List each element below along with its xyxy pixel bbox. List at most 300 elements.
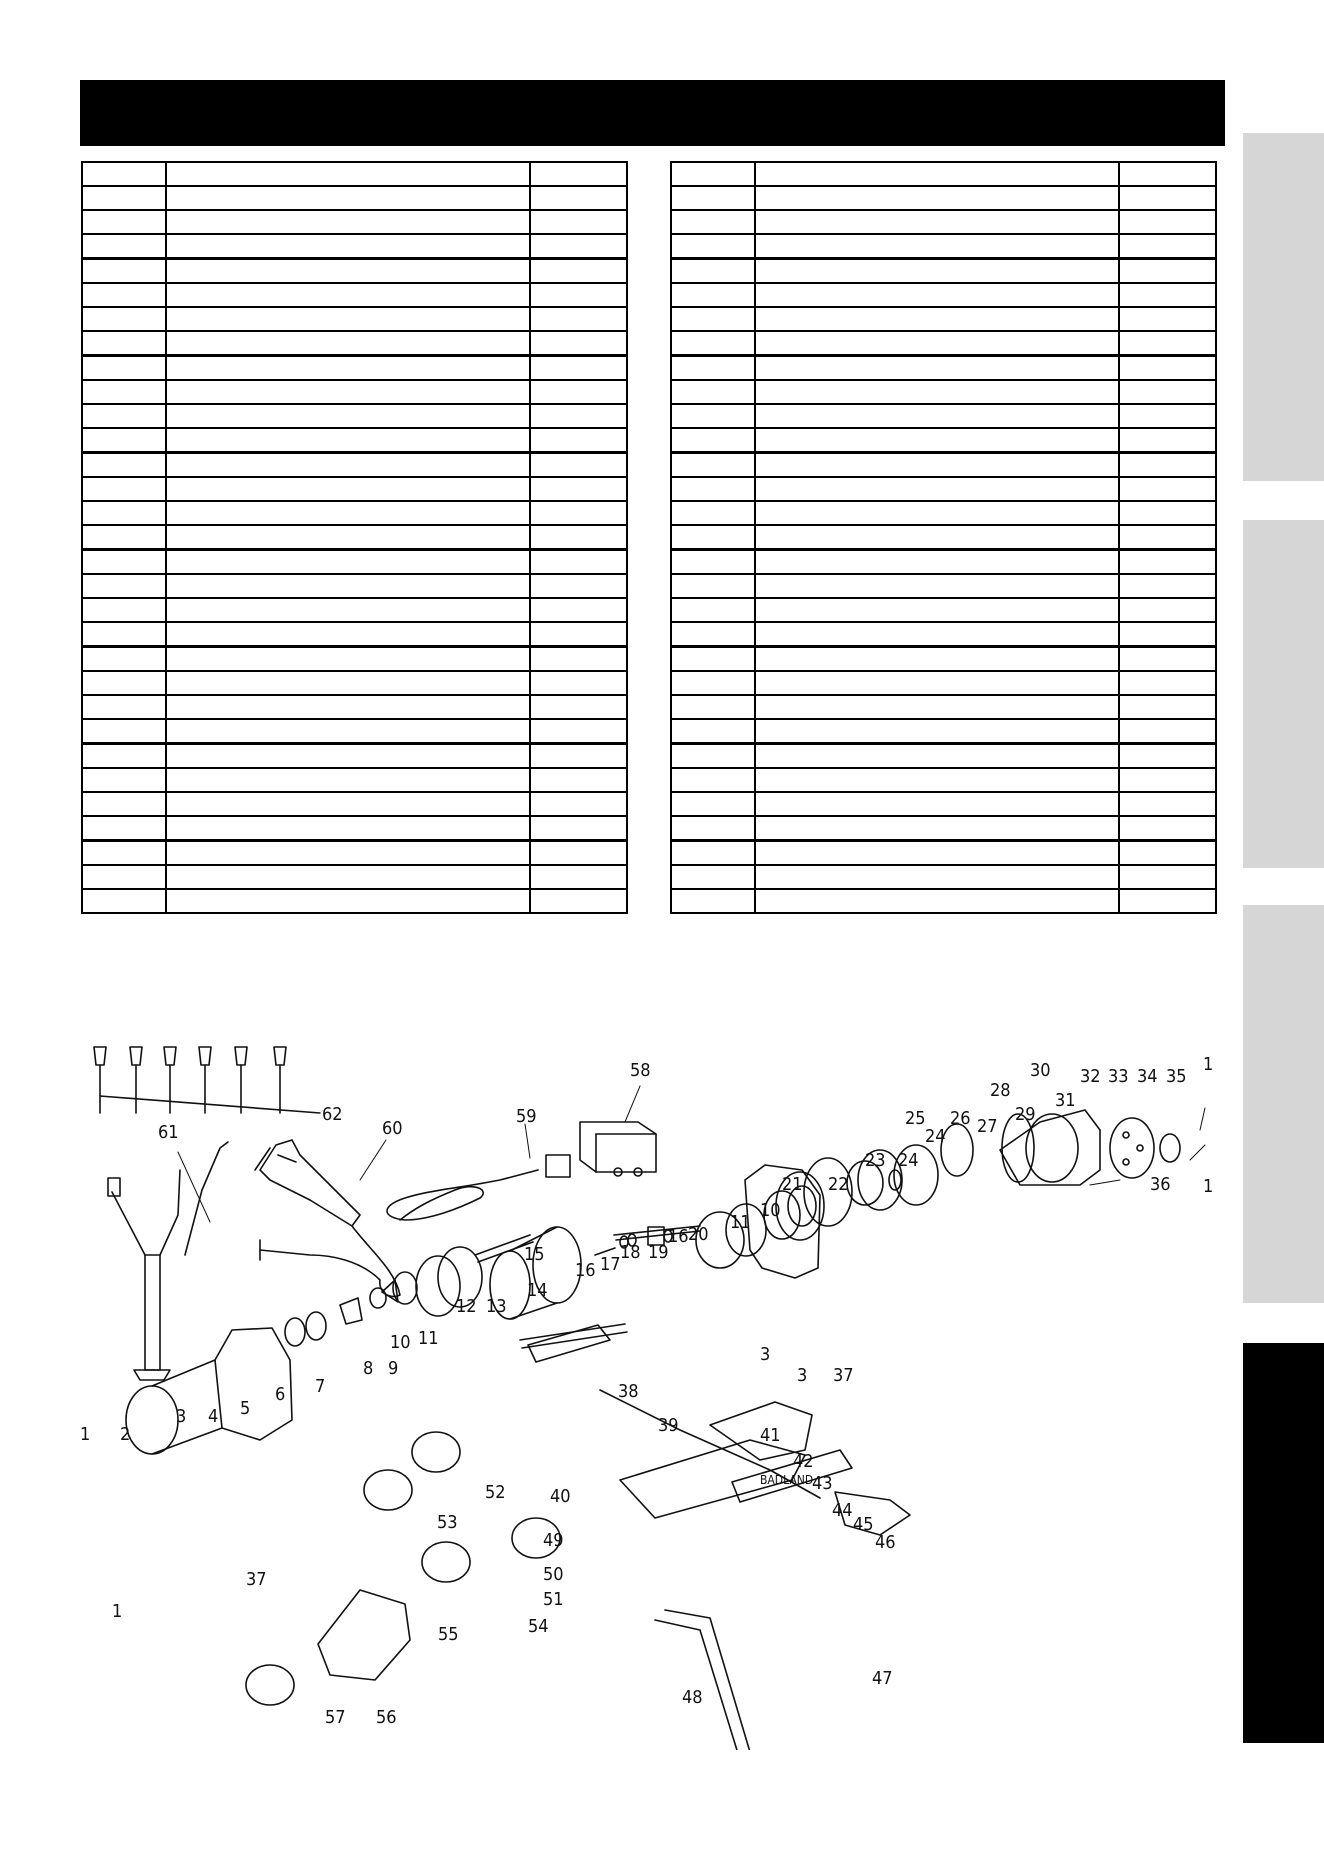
table-cell: [82, 622, 166, 647]
table-cell: [82, 671, 166, 695]
table-cell: [82, 283, 166, 307]
callout-38: 38: [618, 1381, 639, 1402]
strap-48: [655, 1610, 750, 1750]
table-cell: [671, 356, 755, 381]
spacer-rings-52-57: [246, 1432, 560, 1705]
table-cell: [82, 598, 166, 622]
callout-23: 23: [865, 1150, 886, 1171]
table-cell: [82, 695, 166, 719]
table-cell: [671, 404, 755, 428]
callout-36: 36: [1150, 1174, 1171, 1195]
callout-10-right: 10: [760, 1200, 781, 1221]
table-cell: [530, 428, 627, 453]
table-cell: [671, 768, 755, 792]
table-cell: [166, 865, 530, 889]
table-row: [82, 210, 627, 234]
header-banner: [80, 80, 1225, 146]
table-row: [82, 404, 627, 428]
callout-40: 40: [550, 1486, 571, 1507]
table-cell: [530, 841, 627, 866]
callout-28: 28: [990, 1080, 1011, 1101]
table-row: [671, 186, 1216, 210]
table-cell: [671, 210, 755, 234]
end-plate-34: [1110, 1118, 1154, 1178]
table-cell: [166, 234, 530, 259]
table-cell: [530, 380, 627, 404]
callout-42: 42: [793, 1451, 814, 1472]
table-cell: [530, 307, 627, 331]
table-row: [82, 647, 627, 672]
table-cell: [530, 816, 627, 841]
callout-26: 26: [950, 1108, 971, 1129]
table-row: [671, 283, 1216, 307]
table-row: [671, 598, 1216, 622]
table-cell: [82, 331, 166, 356]
table-cell: [166, 744, 530, 769]
table-row: [671, 356, 1216, 381]
callout-12: 12: [456, 1296, 477, 1317]
table-cell: [1119, 307, 1216, 331]
table-cell: [1119, 671, 1216, 695]
table-row: [82, 550, 627, 575]
table-cell: [82, 356, 166, 381]
table-cell: [530, 744, 627, 769]
callout-1-left: 1: [80, 1424, 91, 1445]
table-cell: [530, 695, 627, 719]
callout-35: 35: [1166, 1066, 1187, 1087]
table-cell: [166, 210, 530, 234]
table-row: [671, 719, 1216, 744]
table-cell: [530, 259, 627, 284]
callout-60: 60: [382, 1118, 403, 1139]
callout-33: 33: [1108, 1066, 1129, 1087]
table-row: [82, 186, 627, 210]
table-cell: [530, 453, 627, 478]
table-row: [671, 574, 1216, 598]
table-cell: [166, 477, 530, 501]
table-cell: [1119, 186, 1216, 210]
table-cell: [671, 550, 755, 575]
table-cell: [530, 356, 627, 381]
table-cell: [166, 889, 530, 913]
callout-27: 27: [977, 1116, 998, 1137]
table-row: [82, 428, 627, 453]
table-cell: [530, 283, 627, 307]
table-cell: [1119, 234, 1216, 259]
table-cell: [166, 622, 530, 647]
table-cell: [1119, 210, 1216, 234]
table-cell: [82, 865, 166, 889]
table-cell: [530, 574, 627, 598]
table-cell: [82, 647, 166, 672]
table-cell: [755, 744, 1119, 769]
fairlead-mount-plate-42: [620, 1402, 812, 1518]
table-cell: [671, 477, 755, 501]
table-row: [82, 525, 627, 550]
table-cell: [671, 695, 755, 719]
table-row: [82, 453, 627, 478]
table-row: [671, 307, 1216, 331]
table-cell: [1119, 283, 1216, 307]
table-cell: [1119, 695, 1216, 719]
table-cell: [530, 768, 627, 792]
exploded-parts-diagram: [60, 1030, 1240, 1750]
table-cell: [82, 744, 166, 769]
table-cell: [82, 719, 166, 744]
table-cell: [166, 792, 530, 816]
table-cell: [166, 453, 530, 478]
table-row: [82, 744, 627, 769]
callout-18: 18: [620, 1242, 641, 1263]
table-cell: [671, 816, 755, 841]
table-cell: [755, 647, 1119, 672]
table-cell: [755, 453, 1119, 478]
callout-13: 13: [486, 1296, 507, 1317]
table-row: [82, 816, 627, 841]
table-row: [82, 671, 627, 695]
table-cell: [755, 841, 1119, 866]
table-row: [82, 283, 627, 307]
table-cell: [755, 550, 1119, 575]
table-cell: [1119, 380, 1216, 404]
table-cell: [166, 380, 530, 404]
table-cell: [755, 792, 1119, 816]
callout-11-right: 11: [730, 1212, 751, 1233]
table-row: [82, 380, 627, 404]
callout-56: 56: [376, 1707, 397, 1728]
callout-21: 21: [782, 1174, 803, 1195]
callout-41: 41: [760, 1425, 781, 1446]
table-cell: [530, 162, 627, 186]
table-cell: [755, 622, 1119, 647]
table-cell: [755, 356, 1119, 381]
table-cell: [755, 719, 1119, 744]
switch-cover-56: [318, 1590, 410, 1680]
callout-10-left: 10: [390, 1332, 411, 1353]
callout-43: 43: [812, 1473, 833, 1494]
table-row: [82, 768, 627, 792]
table-row: [671, 671, 1216, 695]
table-cell: [166, 162, 530, 186]
table-cell: [166, 501, 530, 525]
table-row: [82, 889, 627, 913]
table-row: [82, 574, 627, 598]
table-row: [671, 477, 1216, 501]
table-row: [671, 865, 1216, 889]
table-row: [671, 816, 1216, 841]
table-cell: [82, 453, 166, 478]
table-row: [671, 622, 1216, 647]
table-cell: [671, 501, 755, 525]
table-cell: [530, 477, 627, 501]
table-cell: [1119, 574, 1216, 598]
table-cell: [82, 259, 166, 284]
table-cell: [82, 550, 166, 575]
table-cell: [755, 234, 1119, 259]
callout-8: 8: [363, 1358, 374, 1379]
table-cell: [1119, 622, 1216, 647]
table-cell: [166, 525, 530, 550]
table-cell: [82, 525, 166, 550]
table-cell: [671, 889, 755, 913]
table-cell: [671, 259, 755, 284]
table-cell: [671, 331, 755, 356]
table-row: [671, 889, 1216, 913]
fairlead-40: [528, 1325, 610, 1362]
table-cell: [166, 598, 530, 622]
table-cell: [166, 719, 530, 744]
table-cell: [82, 404, 166, 428]
table-cell: [1119, 816, 1216, 841]
callout-9: 9: [388, 1358, 399, 1379]
table-cell: [755, 816, 1119, 841]
table-cell: [755, 307, 1119, 331]
table-cell: [671, 453, 755, 478]
table-cell: [166, 841, 530, 866]
fairlead-43: [732, 1450, 852, 1502]
callout-3-left: 3: [176, 1406, 187, 1427]
table-row: [82, 162, 627, 186]
callout-37-upper: 37: [833, 1365, 854, 1386]
table-cell: [82, 477, 166, 501]
callout-51: 51: [543, 1589, 564, 1610]
table-cell: [755, 380, 1119, 404]
table-row: [671, 525, 1216, 550]
table-row: [671, 501, 1216, 525]
callout-22: 22: [828, 1174, 849, 1195]
table-cell: [166, 356, 530, 381]
callout-49: 49: [543, 1530, 564, 1551]
callout-17: 17: [600, 1254, 621, 1275]
table-cell: [1119, 428, 1216, 453]
table-cell: [530, 550, 627, 575]
table-cell: [755, 162, 1119, 186]
table-row: [671, 380, 1216, 404]
table-cell: [1119, 647, 1216, 672]
table-cell: [1119, 719, 1216, 744]
callout-24-lower: 24: [898, 1150, 919, 1171]
table-row: [82, 719, 627, 744]
table-cell: [530, 501, 627, 525]
callout-14: 14: [527, 1280, 548, 1301]
callout-53: 53: [437, 1512, 458, 1533]
table-row: [671, 768, 1216, 792]
table-cell: [166, 768, 530, 792]
table-row: [671, 259, 1216, 284]
callout-30: 30: [1030, 1060, 1051, 1081]
table-cell: [166, 186, 530, 210]
table-row: [671, 453, 1216, 478]
table-cell: [671, 792, 755, 816]
table-cell: [1119, 768, 1216, 792]
table-cell: [166, 428, 530, 453]
table-row: [671, 210, 1216, 234]
callout-29: 29: [1015, 1104, 1036, 1125]
callout-46: 46: [875, 1532, 896, 1553]
table-row: [82, 331, 627, 356]
cap-35: [1160, 1134, 1180, 1162]
table-cell: [1119, 453, 1216, 478]
table-cell: [82, 841, 166, 866]
callout-34: 34: [1137, 1066, 1158, 1087]
table-row: [82, 622, 627, 647]
table-row: [82, 865, 627, 889]
table-cell: [530, 525, 627, 550]
table-cell: [82, 428, 166, 453]
callout-5: 5: [240, 1398, 251, 1419]
table-cell: [1119, 744, 1216, 769]
callout-1-right: 1: [1203, 1176, 1214, 1197]
table-cell: [166, 331, 530, 356]
table-row: [671, 550, 1216, 575]
table-cell: [671, 380, 755, 404]
table-cell: [530, 331, 627, 356]
table-cell: [530, 647, 627, 672]
table-cell: [1119, 525, 1216, 550]
side-tab-2[interactable]: [1243, 520, 1324, 868]
table-cell: [671, 234, 755, 259]
side-tab-1[interactable]: [1243, 133, 1324, 481]
table-cell: [82, 234, 166, 259]
callout-58: 58: [630, 1060, 651, 1081]
callout-25: 25: [905, 1108, 926, 1129]
control-cable-59: [387, 1155, 570, 1220]
callout-16-upper: 16: [668, 1226, 689, 1247]
table-row: [671, 331, 1216, 356]
table-row: [82, 501, 627, 525]
table-cell: [166, 550, 530, 575]
table-cell: [82, 574, 166, 598]
table-cell: [755, 259, 1119, 284]
table-cell: [166, 574, 530, 598]
callout-61: 61: [158, 1122, 179, 1143]
table-cell: [530, 210, 627, 234]
table-cell: [530, 622, 627, 647]
table-cell: [671, 841, 755, 866]
table-cell: [530, 792, 627, 816]
table-cell: [530, 889, 627, 913]
table-cell: [755, 186, 1119, 210]
table-cell: [671, 744, 755, 769]
callout-31: 31: [1055, 1090, 1076, 1111]
table-cell: [1119, 162, 1216, 186]
table-cell: [82, 501, 166, 525]
table-cell: [166, 816, 530, 841]
table-row: [671, 234, 1216, 259]
callout-50: 50: [543, 1564, 564, 1585]
table-cell: [755, 598, 1119, 622]
table-row: [671, 404, 1216, 428]
callout-48: 48: [682, 1687, 703, 1708]
table-row: [82, 792, 627, 816]
callout-1-top: 1: [1203, 1054, 1214, 1075]
callout-6: 6: [275, 1384, 286, 1405]
table-cell: [755, 283, 1119, 307]
table-cell: [82, 186, 166, 210]
table-cell: [1119, 259, 1216, 284]
table-cell: [671, 647, 755, 672]
table-cell: [166, 307, 530, 331]
callout-16-lower: 16: [575, 1260, 596, 1281]
callout-45: 45: [853, 1514, 874, 1535]
brand-mark-text: BADLAND: [760, 1473, 814, 1487]
callout-2: 2: [120, 1424, 131, 1445]
callout-11-left: 11: [418, 1328, 439, 1349]
table-cell: [166, 283, 530, 307]
table-cell: [530, 234, 627, 259]
table-cell: [1119, 356, 1216, 381]
table-cell: [755, 865, 1119, 889]
table-row: [82, 477, 627, 501]
parts-list-table-left: [81, 161, 628, 914]
table-cell: [755, 501, 1119, 525]
callout-55: 55: [438, 1624, 459, 1645]
table-cell: [1119, 550, 1216, 575]
solenoid-58: [580, 1122, 656, 1176]
table-cell: [166, 695, 530, 719]
table-cell: [755, 695, 1119, 719]
wire-harness-61: [108, 1142, 270, 1380]
table-cell: [530, 671, 627, 695]
table-cell: [755, 525, 1119, 550]
side-tab-3[interactable]: [1243, 905, 1324, 1303]
table-cell: [82, 210, 166, 234]
table-row: [671, 744, 1216, 769]
table-row: [82, 234, 627, 259]
table-cell: [1119, 404, 1216, 428]
table-cell: [671, 865, 755, 889]
table-row: [671, 841, 1216, 866]
callout-44: 44: [832, 1500, 853, 1521]
callout-15: 15: [524, 1244, 545, 1265]
winch-motor-2: [126, 1328, 292, 1454]
table-cell: [82, 307, 166, 331]
callout-54: 54: [528, 1616, 549, 1637]
callout-62: 62: [322, 1104, 343, 1125]
callout-32: 32: [1080, 1066, 1101, 1087]
table-cell: [82, 380, 166, 404]
table-cell: [82, 162, 166, 186]
table-row: [671, 647, 1216, 672]
side-tab-4[interactable]: [1243, 1343, 1324, 1743]
table-cell: [1119, 792, 1216, 816]
terminal-set-62: [94, 1047, 320, 1113]
table-cell: [166, 404, 530, 428]
table-row: [671, 428, 1216, 453]
remote-control-60: [260, 1140, 400, 1297]
parts-list-table-right: [670, 161, 1217, 914]
table-cell: [1119, 865, 1216, 889]
table-cell: [755, 428, 1119, 453]
callout-1-bottom: 1: [112, 1601, 123, 1622]
table-row: [671, 162, 1216, 186]
table-cell: [671, 428, 755, 453]
table-cell: [755, 477, 1119, 501]
table-cell: [755, 889, 1119, 913]
table-cell: [166, 259, 530, 284]
table-cell: [1119, 477, 1216, 501]
table-row: [82, 598, 627, 622]
table-cell: [1119, 889, 1216, 913]
table-cell: [166, 647, 530, 672]
table-cell: [755, 574, 1119, 598]
table-cell: [755, 331, 1119, 356]
table-cell: [671, 671, 755, 695]
callout-4: 4: [208, 1406, 219, 1427]
callout-24-upper: 24: [925, 1126, 946, 1147]
table-cell: [82, 889, 166, 913]
table-cell: [530, 404, 627, 428]
